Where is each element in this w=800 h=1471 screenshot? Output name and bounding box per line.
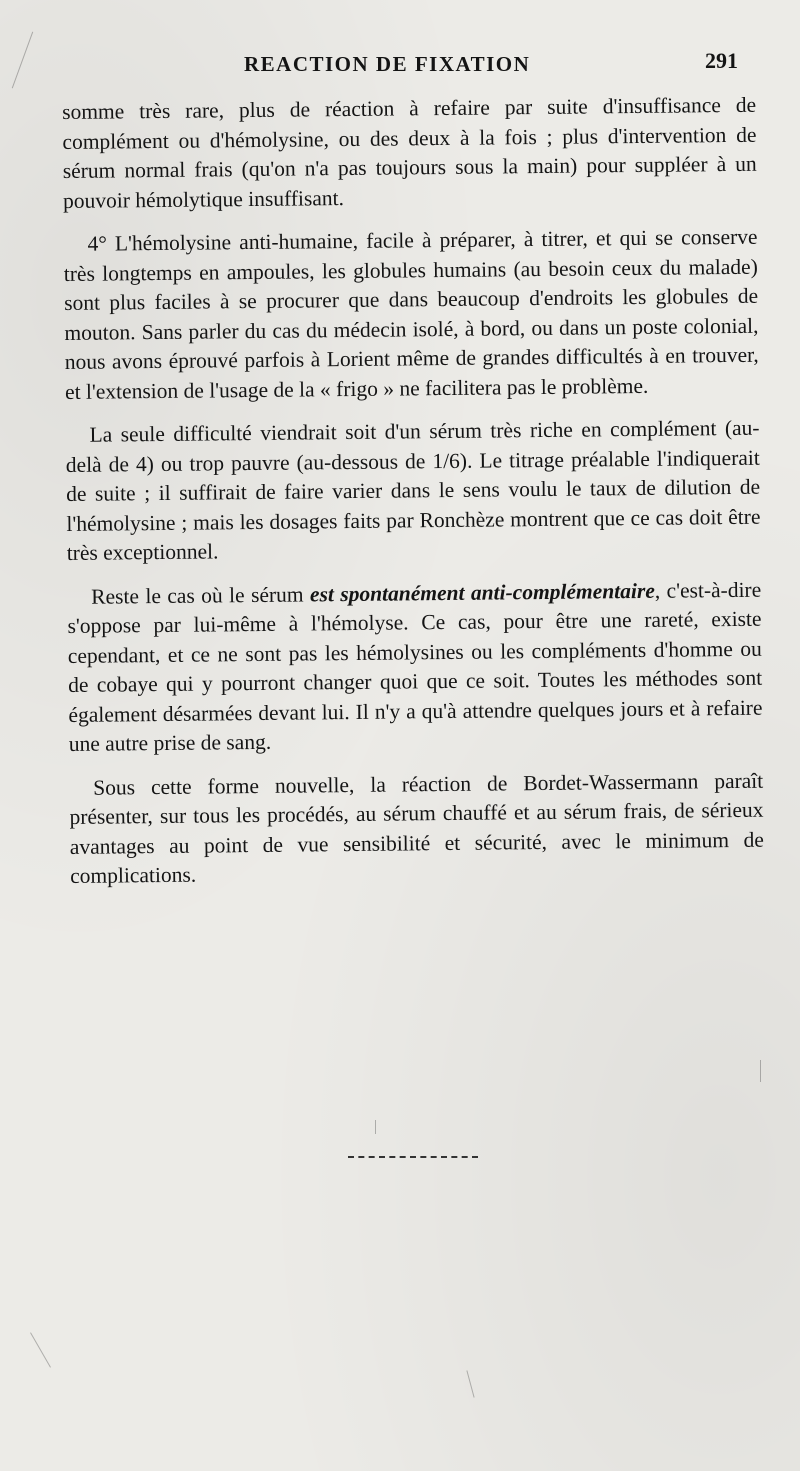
paragraph-difficulte: La seule difficulté viendrait soit d'un sérum très riche en complément (au-delà de 4) ou trop pauvre (au-dessous de 1/6). Le titrage préalable l'indiquerait de suite ; il suffirait de faire varier dans le sens voulu le taux de dilution de l'hémolysine ; mais les dosages faits par Ronchèze montrent que ce cas doit être très exceptionnel.: [65, 415, 761, 565]
paper-scratch: [375, 1120, 376, 1134]
paper-scratch: [30, 1332, 51, 1367]
paper-scratch: [760, 1060, 761, 1082]
paragraph-hemolysine: 4° L'hémolysine anti-humaine, facile à préparer, à titrer, et qui se conserve très longtemps en ampoules, les globules humains (au besoin ceux du malade) sont plus faciles à se procurer que dans beaucoup d'endroits les globules de mouton. Sans parler du cas du médecin isolé, à bord, ou dans un poste colonial, nous avons éprouvé parfois à Lorient même de grandes difficultés à en trouver, et l'extension de l'usage de la « frigo » ne facilitera pas le problème.: [63, 224, 759, 404]
page-number: 291: [705, 48, 738, 73]
body-text: [62, 91, 764, 906]
paragraph-4-before: Reste le cas où le sérum: [91, 581, 311, 609]
paragraph-conclusion: Sous cette forme nouvelle, la réaction de Bordet-Wassermann paraît présenter, sur tous les procédés, au sérum chauffé et au sérum frais, de sérieux avantages au point de vue sensibilité et sécurité, avec le minimum de complications.: [69, 768, 764, 888]
paragraph-4-after: , c'est-à-dire s'oppose par lui-même à l'hémolyse. Ce cas, pour être une rareté, existe cependant, et ce ne sont pas les hémolysines ou les compléments d'homme ou de cobaye qui y pourront changer quoi que ce soit. Toutes les méthodes sont également désarmées devant lui. Il n'y a qu'à attendre quelques jours et à refaire une autre prise de sang.: [67, 577, 763, 756]
paragraph-anti-complementaire: [67, 575, 763, 759]
emphasized-phrase: est spontanément anti-complémentaire: [309, 578, 655, 606]
running-header: [0, 46, 800, 80]
paragraph-continuation: somme très rare, plus de réaction à refaire par suite d'insuffisance de complément ou d'hémolysine, ou des deux à la fois ; plus d'intervention de sérum normal frais (qu'on n'a pas toujours sous la main) pour suppléer à un pouvoir hémolytique insuffisant.: [62, 92, 757, 213]
paper-scratch: [466, 1370, 474, 1397]
running-title: REACTION DE FIXATION: [244, 52, 531, 76]
end-of-section-rule: [348, 1156, 478, 1158]
